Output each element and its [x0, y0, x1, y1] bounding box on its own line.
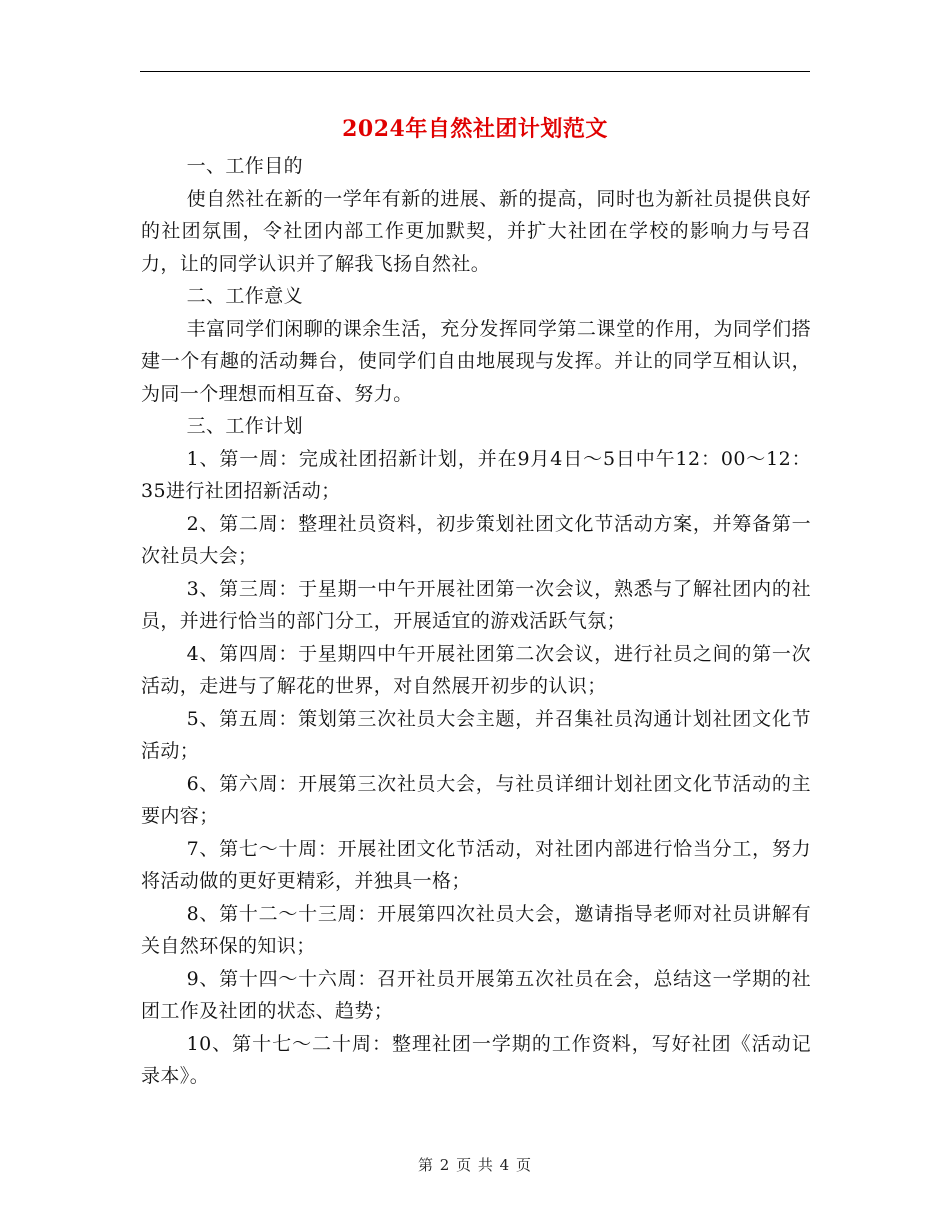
section-paragraph: 丰富同学们闲聊的课余生活，充分发挥同学第二课堂的作用，为同学们搭建一个有趣的活动舞台，使同学们自由地展现与发挥。并让的同学互相认识，为同一个理想而相互奋、努力。	[141, 317, 811, 405]
header-rule	[140, 71, 810, 72]
section-heading-plan: 三、工作计划	[186, 415, 303, 437]
plan-item: 1、第一周：完成社团招新计划，并在9月4日～5日中午12：00～12：35进行社团招新活动；	[141, 447, 811, 502]
document-body	[141, 150, 811, 1093]
plan-item: 5、第五周：策划第三次社员大会主题，并召集社员沟通计划社团文化节活动；	[141, 707, 811, 762]
plan-item: 2、第二周：整理社员资料，初步策划社团文化节活动方案，并筹备第一次社员大会；	[141, 512, 811, 567]
document-title: 2024年自然社团计划范文	[342, 116, 608, 142]
section-paragraph: 使自然社在新的一学年有新的进展、新的提高，同时也为新社员提供良好的社团氛围，令社团内部工作更加默契，并扩大社团在学校的影响力与号召力，让的同学认识并了解我飞扬自然社。	[141, 187, 811, 275]
page-number-footer: 第 2 页 共 4 页	[418, 1156, 532, 1174]
plan-item: 3、第三周：于星期一中午开展社团第一次会议，熟悉与了解社团内的社员，并进行恰当的部门分工，开展适宜的游戏活跃气氛；	[141, 577, 811, 632]
plan-item: 4、第四周：于星期四中午开展社团第二次会议，进行社员之间的第一次活动，走进与了解花的世界，对自然展开初步的认识；	[141, 642, 811, 697]
section-heading-significance: 二、工作意义	[186, 285, 303, 307]
plan-item: 9、第十四～十六周：召开社员开展第五次社员在会，总结这一学期的社团工作及社团的状态、趋势；	[141, 967, 811, 1022]
plan-item: 6、第六周：开展第三次社员大会，与社员详细计划社团文化节活动的主要内容；	[141, 772, 811, 827]
section-heading-purpose: 一、工作目的	[186, 155, 303, 177]
plan-item: 10、第十七～二十周：整理社团一学期的工作资料，写好社团《活动记录本》。	[141, 1032, 811, 1087]
plan-item: 8、第十二～十三周：开展第四次社员大会，邀请指导老师对社员讲解有关自然环保的知识；	[141, 902, 811, 957]
plan-item: 7、第七～十周：开展社团文化节活动，对社团内部进行恰当分工，努力将活动做的更好更精彩，并独具一格；	[141, 837, 811, 892]
